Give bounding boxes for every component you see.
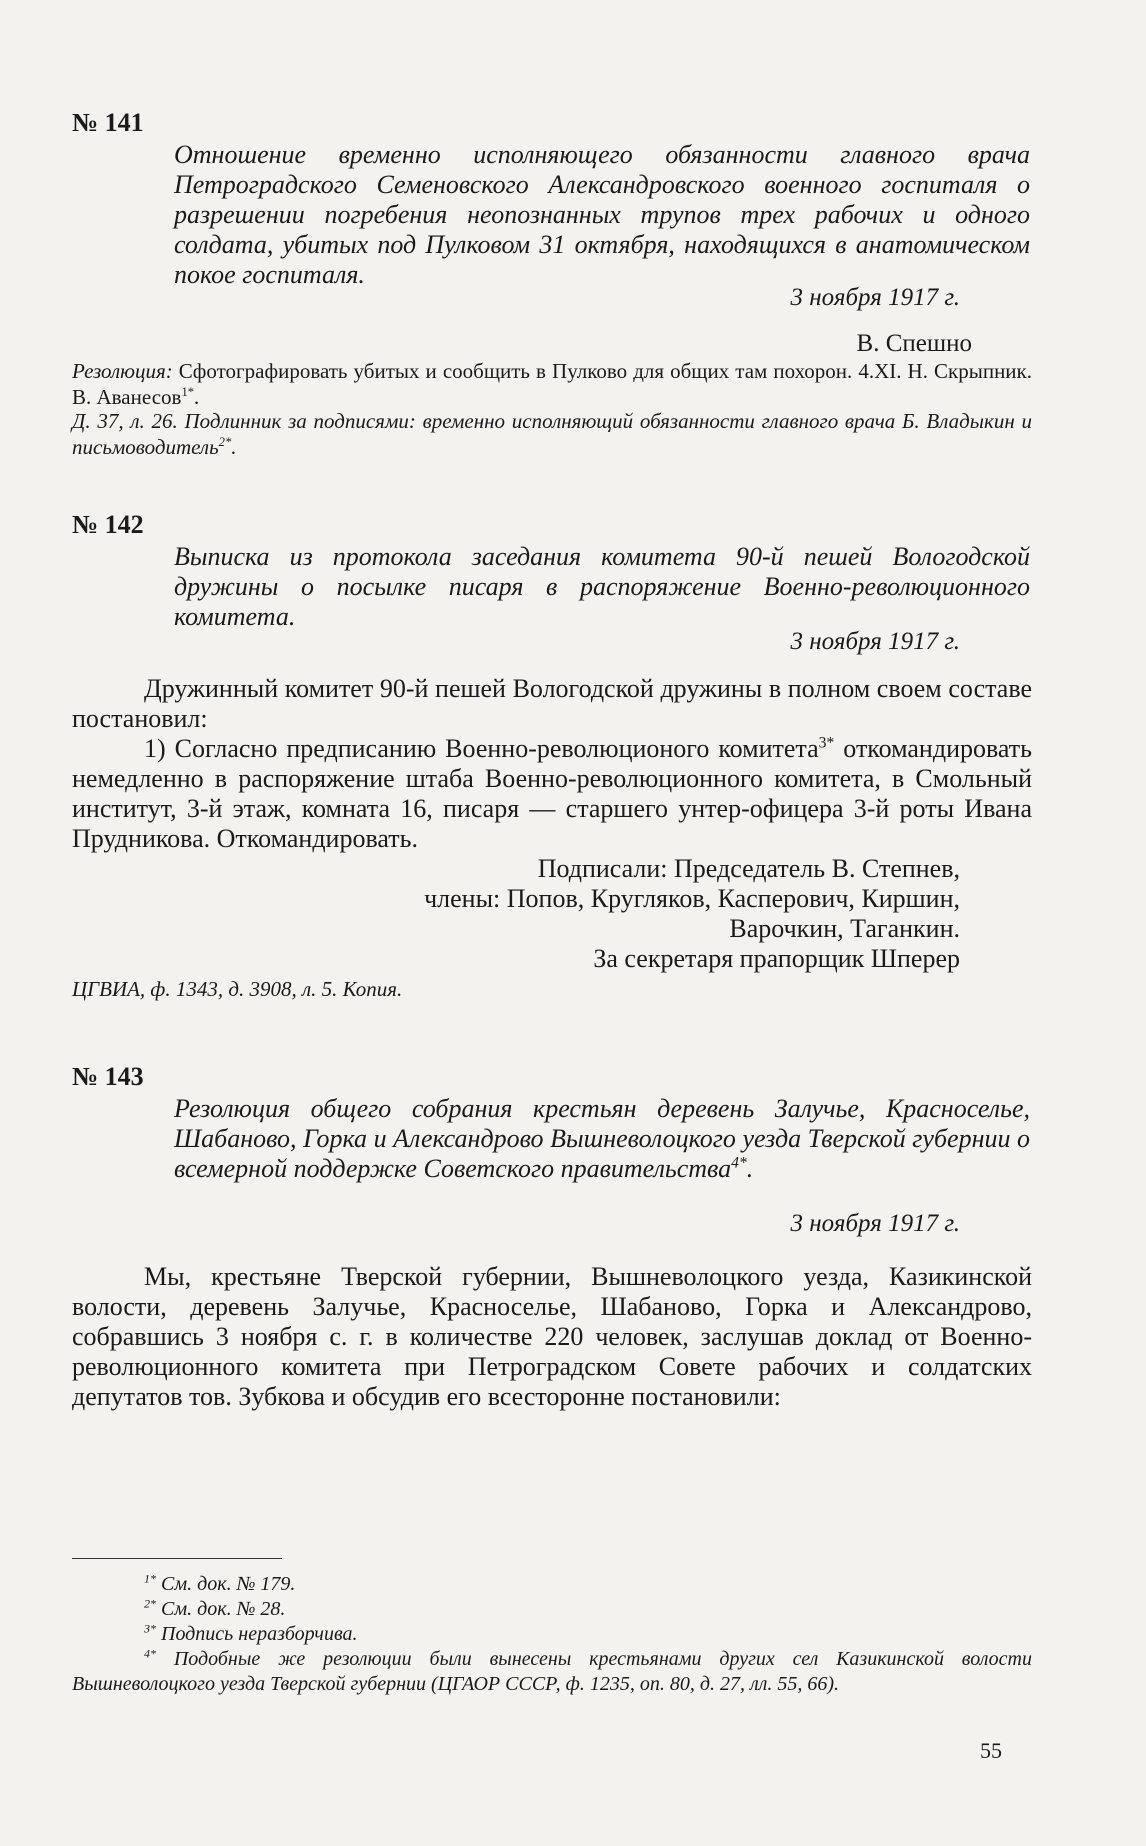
doc141-date: 3 ноября 1917 г. xyxy=(790,284,960,311)
page-number: 55 xyxy=(980,1738,1002,1763)
footnotes xyxy=(72,1572,1032,1697)
footnote-4 xyxy=(72,1647,1032,1697)
doc141-title: Отношение временно исполняющего обязанности главного врача Петроградского Семеновского Александровского военного госпиталя о разрешении погребения неопознанных трупов трех рабочих и одного солдата, убитых под Пулковом 31 октября, находящихся в анатомическом покое госпиталя. xyxy=(174,140,1030,289)
footnote-text: Подпись неразборчива. xyxy=(161,1623,358,1645)
doc141-signature: В. Спешно xyxy=(856,330,972,357)
footnote-1 xyxy=(72,1572,1032,1597)
footnote-text: См. док. № 28. xyxy=(161,1598,286,1620)
footnote-mark: 4* xyxy=(144,1646,156,1661)
doc143-title-footnote-mark: 4* xyxy=(731,1154,747,1172)
footnote-mark: 2* xyxy=(144,1596,156,1611)
doc142-signature-3: Варочкин, Таганкин. xyxy=(729,914,960,943)
doc142-signature-4: За секретаря прапорщик Шперер xyxy=(593,944,960,973)
doc142-signature-2: члены: Попов, Кругляков, Касперович, Киршин, xyxy=(424,884,960,913)
doc142-archive: ЦГВИА, ф. 1343, д. 3908, л. 5. Копия. xyxy=(72,977,403,1001)
doc143-date: 3 ноября 1917 г. xyxy=(790,1210,960,1237)
doc143-title: Резолюция общего собрания крестьян деревень Залучье, Красноселье, Шабаново, Горка и Александрово Вышневолоцкого уезда Тверской губернии о всемерной поддержке Советского правительства$^{4*}$. xyxy=(174,1094,1030,1183)
footnote-text: См. док. № 179. xyxy=(161,1573,296,1595)
archive-text: Д. 37, л. 26. Подлинник за подписями: временно исполняющий обязанности главного врача Б. Владыкин и письмоводитель xyxy=(72,409,1032,459)
doc143-number: № 143 xyxy=(72,1062,144,1091)
doc142-paragraph-2 xyxy=(72,734,1032,854)
doc142-date: 3 ноября 1917 г. xyxy=(790,628,960,655)
footnote-mark: 3* xyxy=(144,1621,156,1636)
para2-end: откомандировать немедленно в распоряжение штаба Военно-революционного комитета, в Смольный институт, 3-й этаж, комната 16, писаря — старшего унтер-офицера 3-й роты Ивана Прудникова. Откомандировать. xyxy=(72,734,1033,853)
doc142-signature-1: Подписали: Председатель В. Степнев, xyxy=(537,854,960,883)
doc142-paragraph-1: Дружинный комитет 90-й пешей Вологодской дружины в полном своем составе постановил: xyxy=(72,674,1032,733)
para2-footnote-mark: 3* xyxy=(818,734,835,752)
doc143-paragraph: Мы, крестьяне Тверской губернии, Вышневолоцкого уезда, Казикинской волости, деревень Залучье, Красноселье, Шабаново, Горка и Александрово, собравшись 3 ноября с. г. в количестве 220 человек, заслушав доклад от Военно-революционного комитета при Петроградском Совете рабочих и солдатских депутатов тов. Зубкова и обсудив его всесторонне постановили: xyxy=(72,1262,1032,1411)
doc141-resolution: Резолюция: Сфотографировать убитых и сообщить в Пулково для общих там похорон. 4.XI. Н. Скрыпник. В. Аванесов$^{1*}$. xyxy=(72,359,1033,409)
para2-start: 1) Согласно предписанию Военно-революционого комитета xyxy=(144,734,819,763)
footnote-divider xyxy=(72,1558,282,1559)
doc142-number: № 142 xyxy=(72,510,144,539)
doc141-archive: Д. 37, л. 26. Подлинник за подписями: временно исполняющий обязанности главного врача Б. Владыкин и письмоводитель$^{2*}$. xyxy=(72,409,1032,459)
footnote-mark: 1* xyxy=(144,1571,156,1586)
footnote-3 xyxy=(72,1622,1032,1647)
archive-footnote-mark: 2* xyxy=(218,435,232,449)
resolution-text: Сфотографировать убитых и сообщить в Пулково для общих там похорон. 4.XI. Н. Скрыпник. В. Аванесов xyxy=(72,359,1033,409)
doc143-title-text: Резолюция общего собрания крестьян деревень Залучье, Красноселье, Шабаново, Горка и Александрово Вышневолоцкого уезда Тверской губернии о всемерной поддержке Советского правительства xyxy=(174,1094,1030,1183)
resolution-footnote-mark: 1* xyxy=(181,385,195,399)
resolution-label: Резолюция: xyxy=(72,359,173,383)
doc142-title: Выписка из протокола заседания комитета 90-й пешей Вологодской дружины о посылке писаря в распоряжение Военно-революционного комитета. xyxy=(174,542,1030,631)
footnote-text: Подобные же резолюции были вынесены крестьянами других сел Казикинской волости Вышневолоцкого уезда Тверской губернии (ЦГАОР СССР, ф. 1235, оп. 80, д. 27, лл. 55, 66). xyxy=(72,1648,1032,1695)
footnote-2 xyxy=(72,1597,1032,1622)
doc141-number: № 141 xyxy=(72,108,144,137)
